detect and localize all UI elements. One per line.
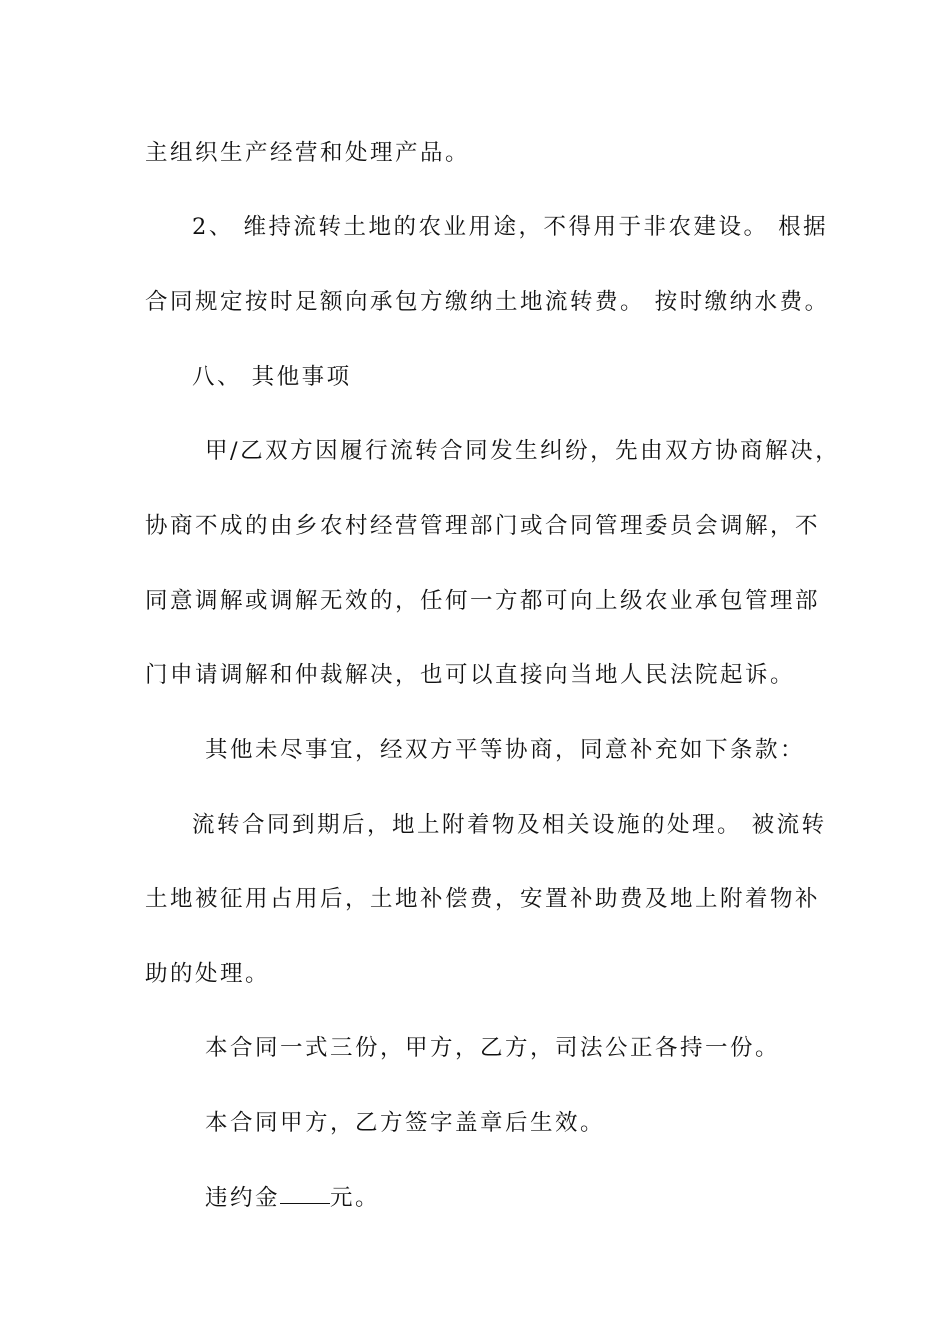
- supplement-line-2: 土地被征用占用后，土地补偿费，安置补助费及地上附着物补: [145, 886, 821, 912]
- dispute-paragraph-line-1: 甲/乙双方因履行流转合同发生纠纷，先由双方协商解决，: [205, 438, 841, 464]
- dispute-paragraph-line-4: 门申请调解和仲裁解决，也可以直接向当地人民法院起诉。: [145, 662, 796, 688]
- paragraph-line-1: 主组织生产经营和处理产品。: [145, 140, 471, 166]
- penalty-amount-blank[interactable]: [280, 1183, 330, 1204]
- penalty-unit: 元。: [330, 1185, 381, 1211]
- supplement-line-1: 流转合同到期后，地上附着物及相关设施的处理。 被流转: [192, 812, 827, 838]
- penalty-label: 违约金: [205, 1185, 281, 1211]
- section-8-heading: 八、 其他事项: [192, 364, 352, 390]
- dispute-paragraph-line-2: 协商不成的由乡农村经营管理部门或合同管理委员会调解，不: [145, 513, 821, 539]
- dispute-paragraph-line-3: 同意调解或调解无效的，任何一方都可向上级农业承包管理部: [145, 588, 821, 614]
- clause-2-line-1: 2、 维持流转土地的农业用途，不得用于非农建设。 根据: [192, 214, 829, 240]
- copies-clause: 本合同一式三份，甲方，乙方，司法公正各持一份。: [205, 1035, 781, 1061]
- clause-2-line-2: 合同规定按时足额向承包方缴纳土地流转费。 按时缴纳水费。: [145, 289, 830, 315]
- supplement-intro: 其他未尽事宜，经双方平等协商，同意补充如下条款：: [205, 737, 806, 763]
- penalty-clause: [205, 1183, 885, 1213]
- effective-clause: 本合同甲方，乙方签字盖章后生效。: [205, 1110, 606, 1136]
- supplement-line-3: 助的处理。: [145, 961, 271, 987]
